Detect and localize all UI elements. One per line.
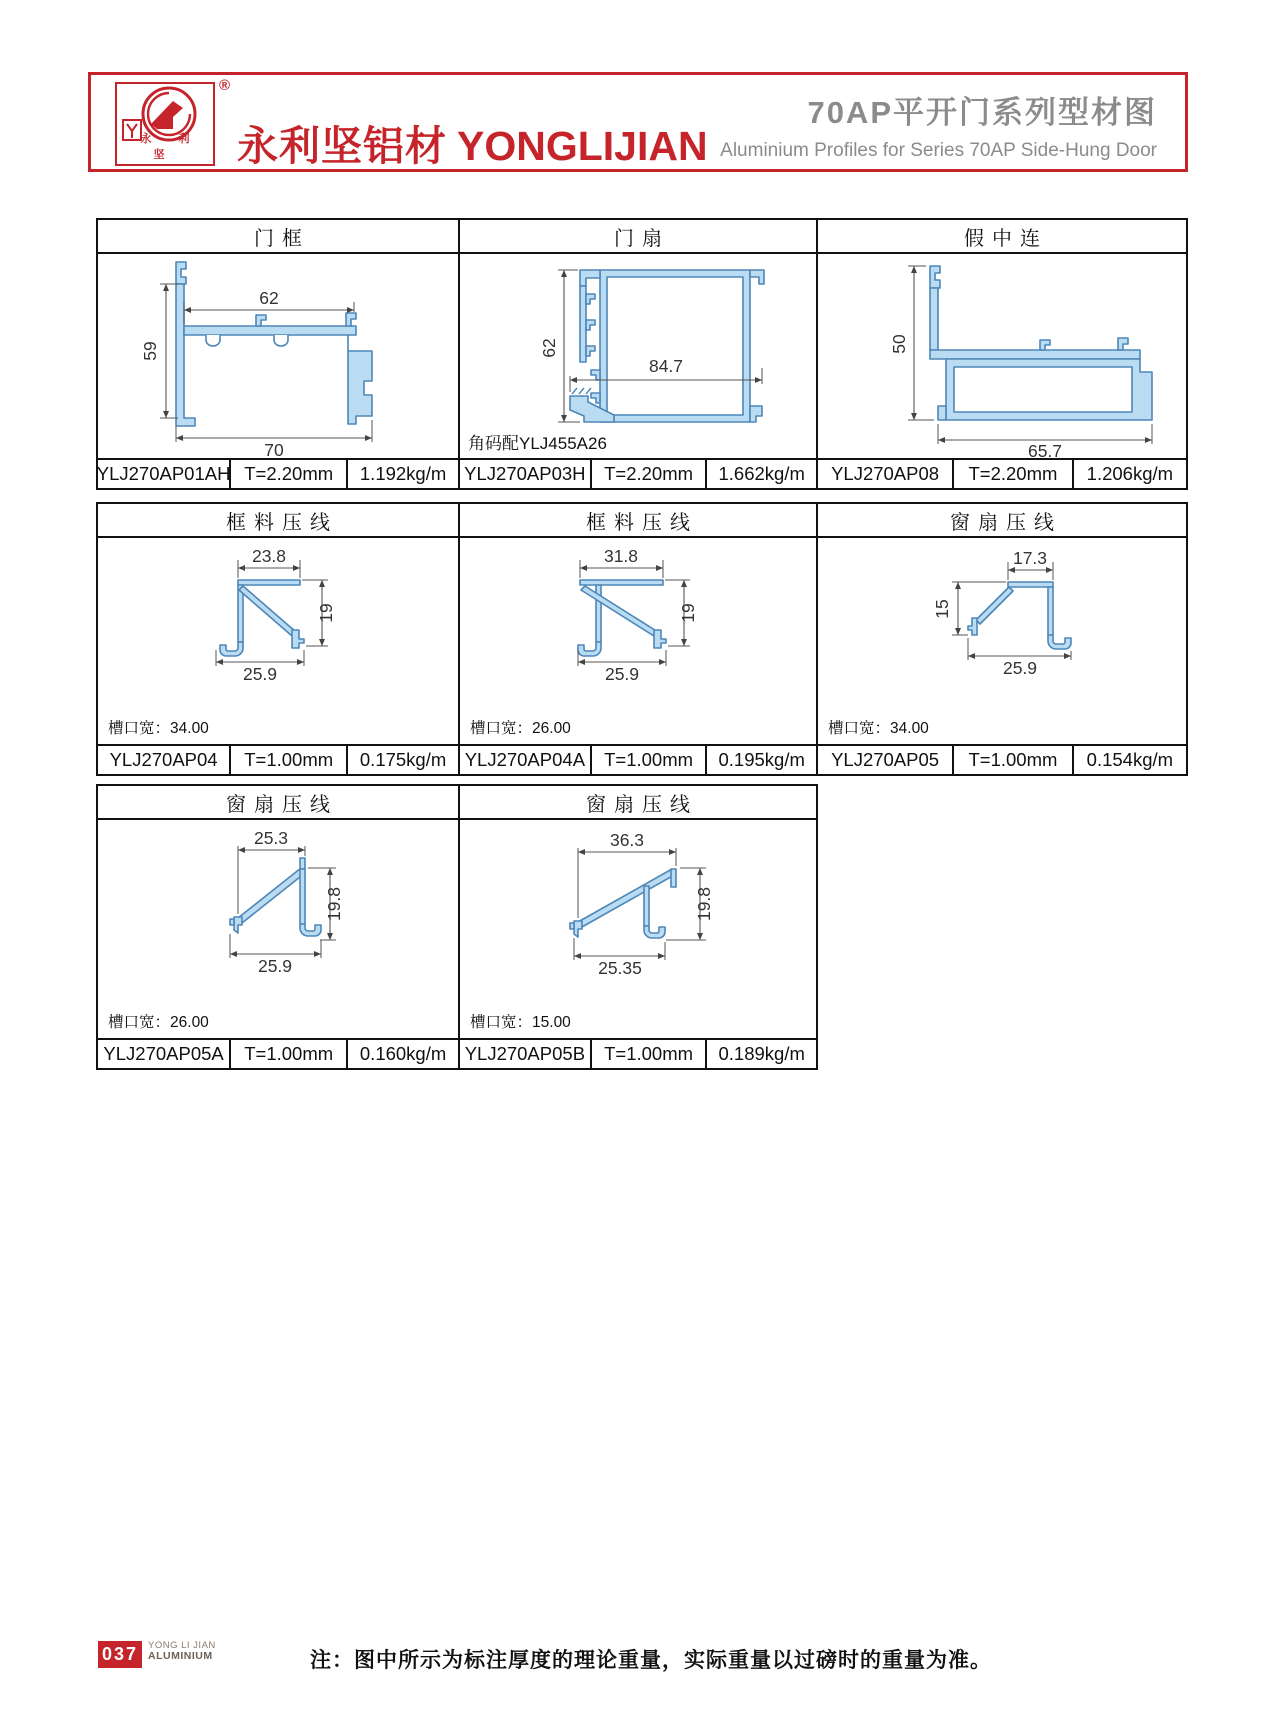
header	[88, 72, 1188, 172]
profile-card-frame-bead-1	[96, 502, 460, 776]
profile-code: YLJ270AP04	[98, 746, 231, 774]
profile-drawing-frame-bead-1	[98, 540, 458, 744]
dim-label-right: 19.8	[694, 886, 714, 922]
corner-code-note: 角码配YLJ455A26	[468, 434, 607, 453]
profile-card-sash-bead-1	[816, 502, 1188, 776]
weight-value: 0.160kg/m	[359, 1043, 447, 1064]
spec-strip	[460, 1038, 816, 1068]
page-title-cn: 70AP平开门系列型材图	[807, 95, 1157, 130]
weight-value: 0.175kg/m	[359, 749, 447, 770]
weight-value: 0.195kg/m	[718, 749, 805, 770]
page-number-badge: 037	[98, 1641, 142, 1668]
page-title-en: Aluminium Profiles for Series 70AP Side-Hung Door	[720, 140, 1157, 161]
profile-drawing-door-leaf	[460, 256, 816, 458]
thickness-value: T=1.00mm	[592, 746, 708, 774]
frame-bead-2-svg	[460, 540, 816, 712]
weight-value: 1.206kg/m	[1086, 463, 1174, 484]
profile-drawing-frame-bead-2	[460, 540, 816, 744]
footer-brand-line2: ALUMINIUM	[148, 1650, 213, 1662]
sash-bead-1-svg	[818, 540, 1186, 712]
thickness-value: T=2.20mm	[954, 460, 1074, 488]
section-title: 窗扇压线	[460, 786, 816, 820]
profile-code: YLJ270AP08	[818, 460, 954, 488]
dim-label-top: 31.8	[603, 546, 639, 566]
footer-brand	[148, 1640, 216, 1662]
section-title: 门框	[98, 220, 458, 254]
profile-card-sash-bead-3	[458, 784, 818, 1070]
profile-code: YLJ270AP05	[818, 746, 954, 774]
profile-code: YLJ270AP04A	[460, 746, 592, 774]
dim-label-top: 17.3	[1012, 548, 1048, 568]
section-title: 窗扇压线	[98, 786, 458, 820]
profile-drawing-door-frame	[98, 256, 458, 458]
footer-brand-line1: YONG LI JIAN	[148, 1640, 216, 1651]
spec-strip	[460, 744, 816, 774]
section-title: 门扇	[460, 220, 816, 254]
dim-label-bottom: 25.9	[242, 664, 278, 684]
dim-label-bottom: 70	[264, 440, 284, 460]
profile-drawing-sash-bead-1	[818, 540, 1186, 744]
dim-label-left: 50	[889, 334, 909, 354]
dim-label-top: 36.3	[609, 830, 645, 850]
profile-code: YLJ270AP05A	[98, 1040, 231, 1068]
spec-strip	[98, 458, 458, 488]
thickness-value: T=2.20mm	[592, 460, 708, 488]
thickness-value: T=1.00mm	[231, 1040, 348, 1068]
company-logo	[115, 82, 215, 166]
dim-label-bottom: 25.9	[604, 664, 640, 684]
profile-drawing-sash-bead-2	[98, 822, 458, 1038]
weight-value: 1.192kg/m	[359, 463, 447, 484]
dim-label-bottom: 25.9	[1002, 658, 1038, 678]
dim-label-right: 19.8	[324, 886, 344, 922]
slot-width-note: 槽口宽：26.00	[108, 1014, 209, 1031]
brand-name-cn: 永利坚铝材	[237, 123, 447, 169]
spec-strip	[460, 458, 816, 488]
profile-card-fake-mullion	[816, 218, 1188, 490]
footer-note: 注：图中所示为标注厚度的理论重量，实际重量以过磅时的重量为准。	[310, 1649, 992, 1672]
slot-width-note: 槽口宽：34.00	[108, 720, 209, 737]
spec-strip	[98, 744, 458, 774]
profile-card-door-leaf	[458, 218, 818, 490]
slot-width-note: 槽口宽：34.00	[828, 720, 929, 737]
dim-label-left: 15	[932, 599, 952, 619]
profile-card-sash-bead-2	[96, 784, 460, 1070]
section-row-1	[96, 218, 1188, 490]
dim-label-right: 19	[316, 603, 336, 623]
dim-label-bottom: 25.9	[257, 956, 293, 976]
section-title: 框料压线	[460, 504, 816, 538]
section-title: 窗扇压线	[818, 504, 1186, 538]
logo-characters: 永 利 坚	[140, 133, 202, 161]
fake-mullion-svg	[818, 256, 1186, 460]
spec-strip	[818, 458, 1186, 488]
dim-label-top: 23.8	[251, 546, 287, 566]
slot-width-note: 槽口宽：26.00	[470, 720, 571, 737]
weight-value: 0.189kg/m	[718, 1043, 805, 1064]
weight-value: 0.154kg/m	[1086, 749, 1174, 770]
profile-code: YLJ270AP05B	[460, 1040, 592, 1068]
door-frame-svg	[98, 256, 458, 460]
brand-name	[237, 113, 708, 172]
slot-width-note: 槽口宽：15.00	[470, 1014, 571, 1031]
sash-bead-2-svg	[98, 822, 458, 1008]
section-row-2	[96, 502, 1188, 776]
dim-label-left: 62	[539, 338, 559, 358]
sash-bead-3-svg	[460, 822, 816, 1008]
dim-label-top: 25.3	[253, 828, 289, 848]
dim-label-width: 84.7	[648, 356, 684, 376]
frame-bead-1-svg	[98, 540, 458, 712]
spec-strip	[98, 1038, 458, 1068]
thickness-value: T=2.20mm	[231, 460, 348, 488]
dim-label-top: 62	[259, 288, 279, 308]
profile-card-door-frame	[96, 218, 460, 490]
weight-value: 1.662kg/m	[718, 463, 805, 484]
dim-label-bottom: 65.7	[1027, 441, 1063, 460]
section-row-3	[96, 784, 1188, 1070]
registered-mark-icon: ®	[219, 77, 231, 94]
profile-card-frame-bead-2	[458, 502, 818, 776]
section-title: 假中连	[818, 220, 1186, 254]
thickness-value: T=1.00mm	[954, 746, 1074, 774]
door-leaf-svg	[460, 256, 816, 458]
profile-code: YLJ270AP01AH	[98, 460, 231, 488]
dim-label-bottom: 25.35	[598, 958, 642, 978]
brand-name-en: YONGLIJIAN	[457, 123, 708, 169]
section-title: 框料压线	[98, 504, 458, 538]
thickness-value: T=1.00mm	[592, 1040, 708, 1068]
profile-code: YLJ270AP03H	[460, 460, 592, 488]
profile-drawing-sash-bead-3	[460, 822, 816, 1038]
dim-label-left: 59	[140, 341, 160, 361]
profile-drawing-fake-mullion	[818, 256, 1186, 458]
spec-strip	[818, 744, 1186, 774]
page-title	[720, 87, 1157, 162]
thickness-value: T=1.00mm	[231, 746, 348, 774]
dim-label-right: 19	[678, 603, 698, 623]
